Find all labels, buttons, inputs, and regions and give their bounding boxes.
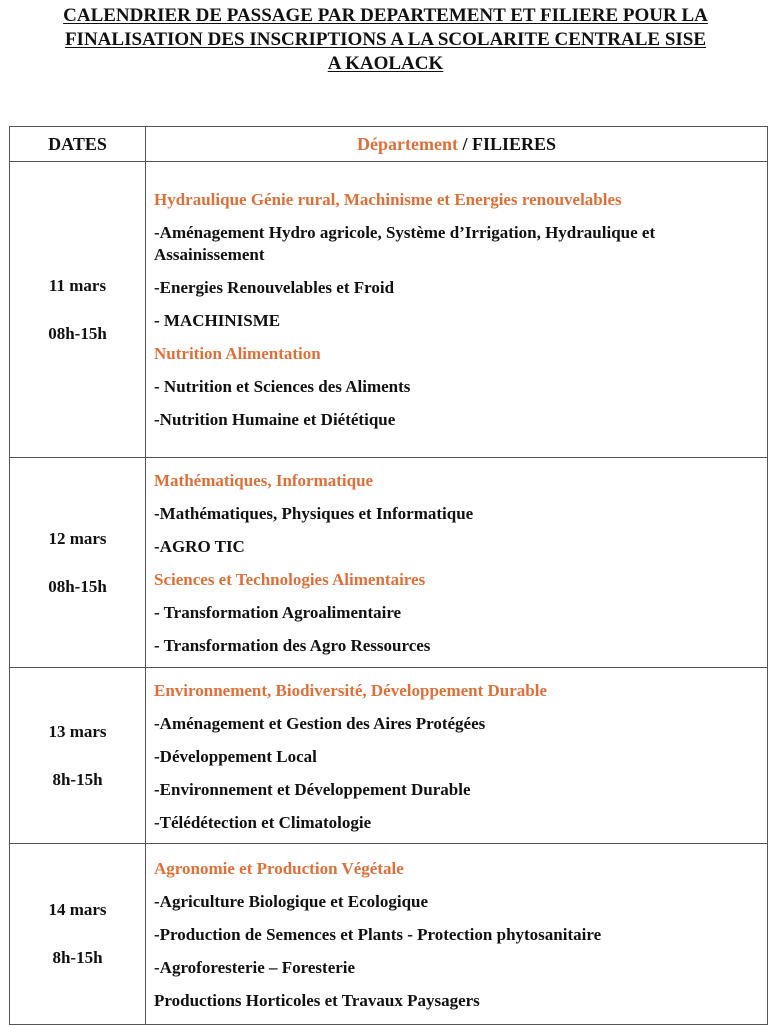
filiere-item: -Mathématiques, Physiques et Informatique [154, 504, 474, 523]
filieres-cell [146, 458, 768, 668]
department-name: Nutrition Alimentation [154, 344, 321, 363]
time-label: 8h-15h [52, 769, 103, 789]
filiere-item: -AGRO TIC [154, 537, 245, 556]
date-label: 13 mars [48, 721, 107, 741]
department-name: Sciences et Technologies Alimentaires [154, 570, 426, 589]
filiere-item: - MACHINISME [154, 311, 281, 330]
time-label: 8h-15h [52, 948, 103, 967]
table-row [10, 458, 768, 668]
schedule-table [9, 126, 768, 1025]
filiere-item: -Nutrition Humaine et Diététique [154, 410, 396, 429]
filiere-item: Productions Horticoles et Travaux Paysagers [154, 991, 480, 1010]
header-dates: DATES [10, 127, 146, 162]
filieres-cell [146, 844, 768, 1025]
title-line-1: CALENDRIER DE PASSAGE PAR DEPARTEMENT ET FILIERE POUR LA [63, 5, 708, 26]
filiere-item: - Transformation des Agro Ressources [154, 636, 431, 655]
date-label: 12 mars [48, 528, 107, 548]
table-header-row [10, 127, 768, 162]
department-name: Environnement, Biodiversité, Développement Durable [154, 681, 548, 700]
table-row [10, 844, 768, 1025]
time-label: 08h-15h [48, 323, 107, 343]
filiere-item: -Agriculture Biologique et Ecologique [154, 892, 429, 911]
filiere-item: -Développement Local [154, 747, 317, 766]
date-cell [10, 844, 146, 1025]
filiere-item: -Agroforesterie – Foresterie [154, 958, 356, 977]
date-label: 11 mars [48, 275, 107, 295]
header-filieres: FILIERES [471, 133, 557, 154]
header-separator: / [457, 133, 472, 154]
date-cell [10, 458, 146, 668]
table-row [10, 162, 768, 458]
filiere-item: - Nutrition et Sciences des Aliments [154, 377, 411, 396]
date-label: 14 mars [48, 900, 107, 919]
filiere-item: -Production de Semences et Plants - Protection phytosanitaire [154, 925, 602, 944]
filiere-item: -Energies Renouvelables et Froid [154, 278, 395, 297]
filiere-item: - Transformation Agroalimentaire [154, 603, 402, 622]
header-department-filieres [146, 127, 768, 162]
time-label: 08h-15h [48, 576, 107, 596]
table-row [10, 668, 768, 844]
filiere-item: -Aménagement et Gestion des Aires Protégées [154, 714, 486, 733]
filieres-cell [146, 162, 768, 458]
filiere-item: -Télédétection et Climatologie [154, 813, 372, 832]
date-cell [10, 668, 146, 844]
document-title [0, 4, 771, 76]
header-department: Département [356, 133, 458, 154]
department-name: Hydraulique Génie rural, Machinisme et Energies renouvelables [154, 190, 622, 209]
department-name: Agronomie et Production Végétale [154, 859, 404, 878]
title-line-3: A KAOLACK [327, 53, 444, 74]
filiere-item: -Environnement et Développement Durable [154, 780, 471, 799]
date-cell [10, 162, 146, 458]
filieres-cell [146, 668, 768, 844]
filiere-item: -Aménagement Hydro agricole, Système d’Irrigation, Hydraulique et Assainissement [154, 223, 656, 264]
title-line-2: FINALISATION DES INSCRIPTIONS A LA SCOLARITE CENTRALE SISE [64, 29, 707, 50]
department-name: Mathématiques, Informatique [154, 471, 374, 490]
